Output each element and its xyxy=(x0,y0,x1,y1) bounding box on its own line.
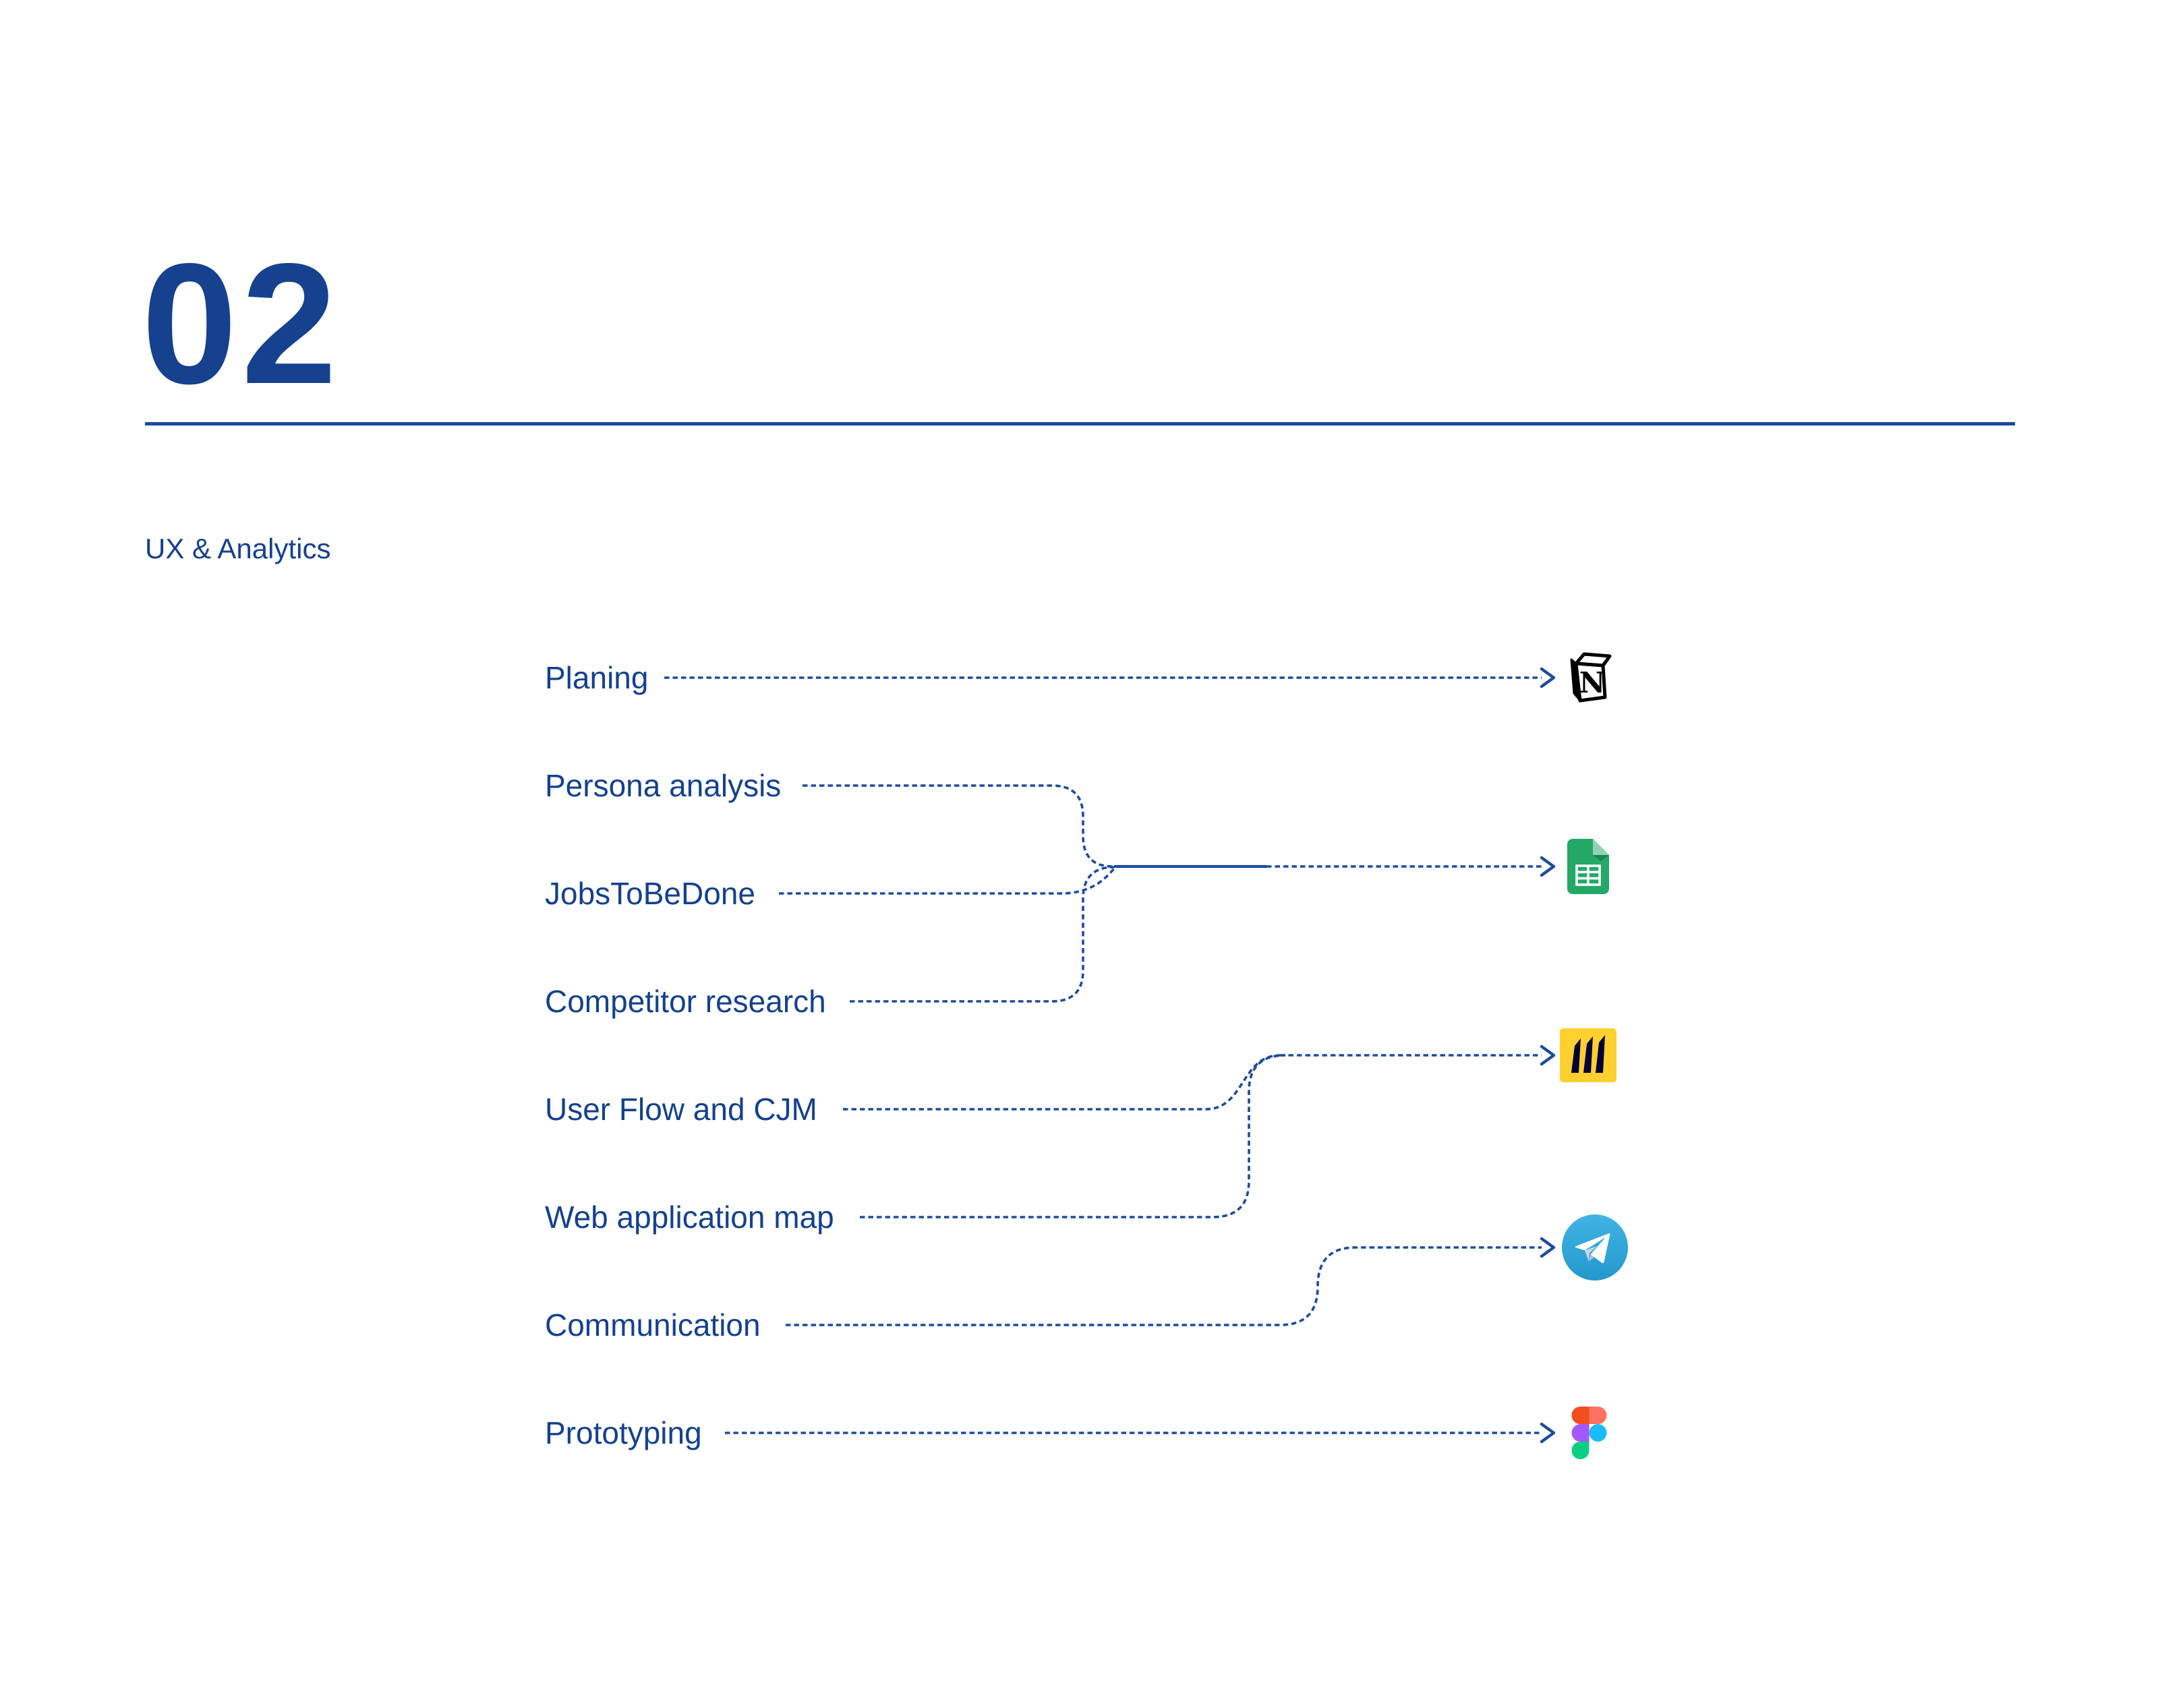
arrowhead-figma xyxy=(1542,1424,1554,1442)
google-sheets-icon xyxy=(1567,839,1609,894)
task-label-communication: Communication xyxy=(545,1307,761,1343)
connector-userflow-miro xyxy=(843,1055,1280,1109)
telegram-icon xyxy=(1562,1214,1628,1280)
task-label-planing: Planing xyxy=(545,660,649,695)
connector-competitor-sheets xyxy=(850,867,1114,1001)
arrowhead-miro xyxy=(1542,1047,1554,1064)
arrowhead-notion xyxy=(1542,669,1554,686)
arrowhead-telegram xyxy=(1542,1239,1554,1256)
miro-icon xyxy=(1560,1028,1616,1082)
task-label-persona-analysis: Persona analysis xyxy=(545,768,782,803)
connector-webmap-miro xyxy=(860,1055,1285,1217)
task-label-user-flow-cjm: User Flow and CJM xyxy=(545,1092,817,1127)
task-label-jobstobedone: JobsToBeDone xyxy=(545,876,755,911)
task-label-competitor-research: Competitor research xyxy=(545,984,826,1019)
section-subtitle: UX & Analytics xyxy=(145,533,331,564)
task-label-web-application-map: Web application map xyxy=(545,1200,834,1235)
divider-rule xyxy=(145,422,2015,425)
connector-persona-sheets xyxy=(803,786,1113,866)
notion-icon xyxy=(1562,649,1614,705)
connector-communication-telegram xyxy=(786,1247,1542,1325)
arrowhead-sheets xyxy=(1542,858,1554,875)
task-label-prototyping: Prototyping xyxy=(545,1415,702,1450)
section-number: 02 xyxy=(142,228,341,420)
figma-icon xyxy=(1570,1406,1608,1460)
connector-jobs-sheets xyxy=(779,868,1114,893)
svg-text:N: N xyxy=(1579,666,1606,699)
